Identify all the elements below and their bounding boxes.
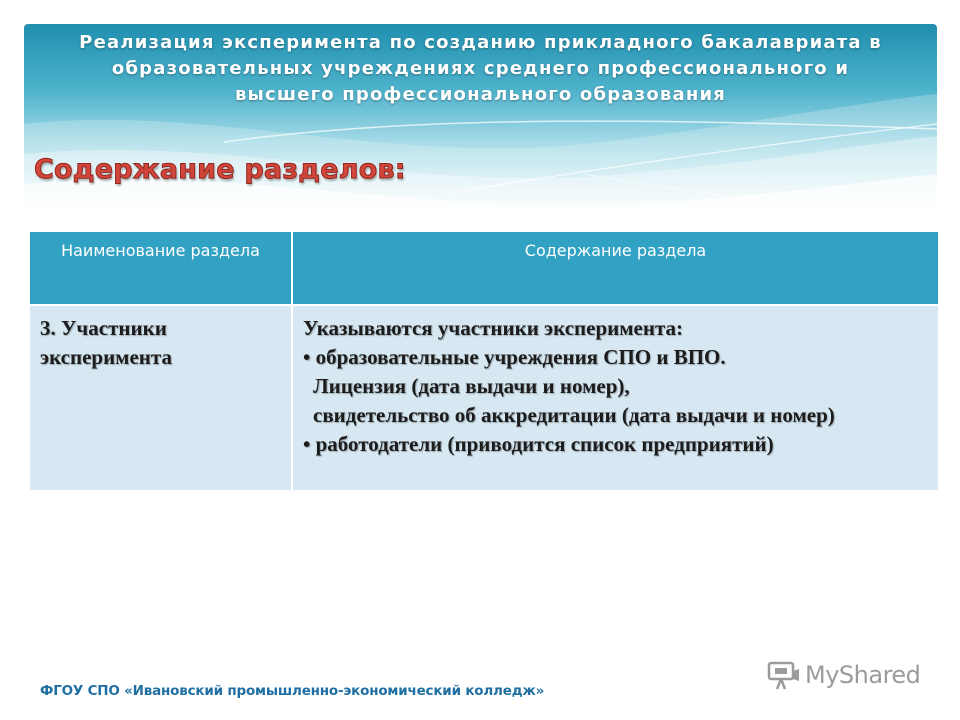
- content-line: • работодатели (приводится список предприятий): [303, 432, 774, 456]
- slide-title-line-3: высшего профессионального образования: [234, 84, 727, 105]
- table-row: [30, 305, 938, 490]
- myshared-logo: [767, 658, 920, 692]
- slide-title-line-1: Реализация эксперимента по созданию прикладного бакалавриата в: [79, 32, 882, 53]
- presentation-board-icon: [767, 659, 801, 691]
- header-cell-content: Содержание раздела: [292, 232, 938, 305]
- slide-title-line-2: образовательных учреждениях среднего профессионального и: [111, 58, 850, 79]
- header-cell-name: Наименование раздела: [30, 232, 292, 305]
- section-name-cell: 3. Участники эксперимента: [30, 305, 292, 490]
- sections-table: [30, 232, 938, 490]
- slide-header: [24, 24, 937, 216]
- table-header-row: [30, 232, 938, 305]
- content-line: Лицензия (дата выдачи и номер),: [313, 374, 630, 398]
- section-content-cell: [292, 305, 938, 490]
- content-line: Указываются участники эксперимента:: [303, 316, 684, 340]
- footer-institution: ФГОУ СПО «Ивановский промышленно-экономический колледж»: [40, 683, 545, 699]
- section-title: Содержание разделов:: [34, 154, 406, 185]
- slide-title: [24, 30, 937, 108]
- content-line: • образовательные учреждения СПО и ВПО.: [303, 345, 726, 369]
- content-line: свидетельство об аккредитации (дата выдачи и номер): [313, 403, 835, 427]
- logo-text: MyShared: [805, 661, 921, 689]
